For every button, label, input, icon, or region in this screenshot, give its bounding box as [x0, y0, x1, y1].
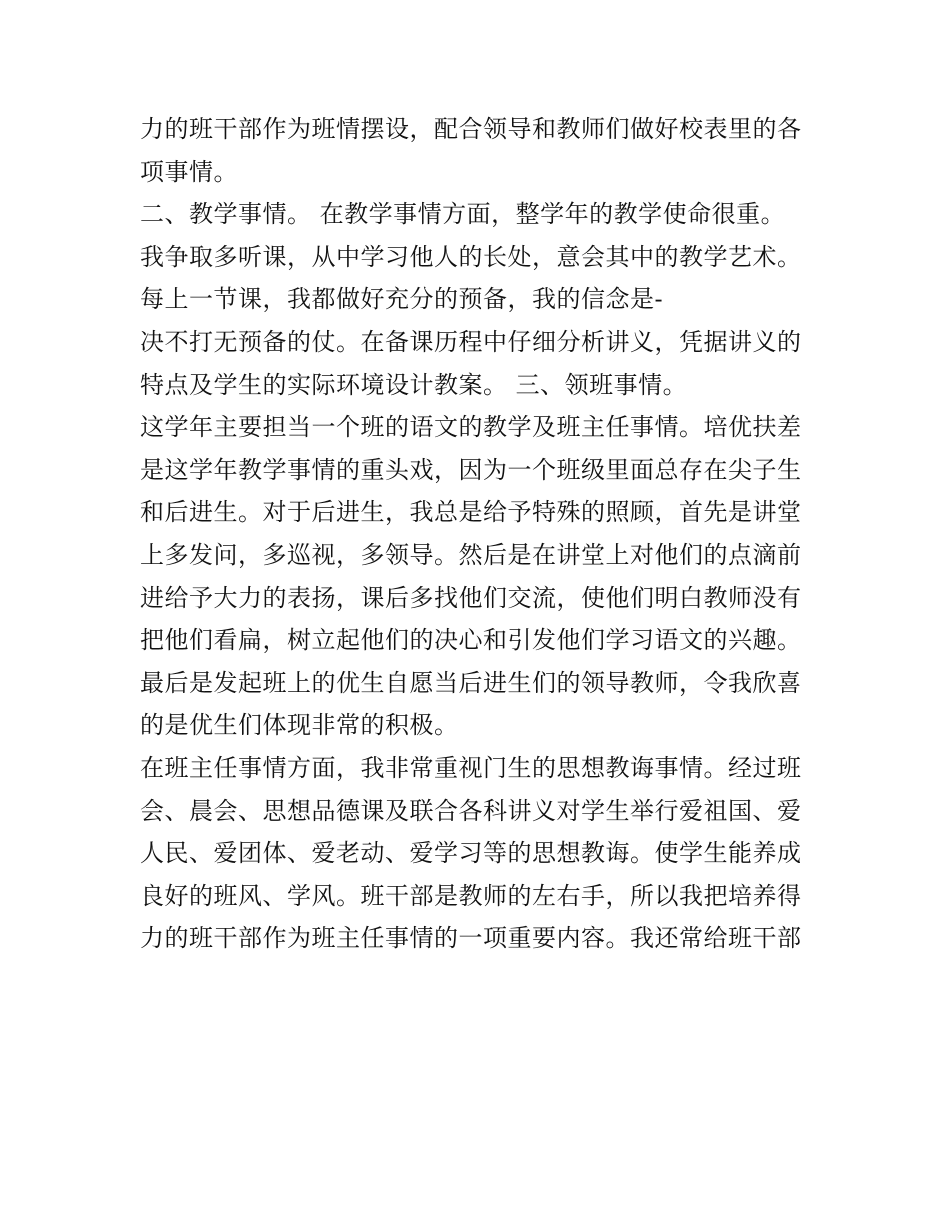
text-line-6: 决不打无预备的仗。在备课历程中仔细分析讲义，凭据讲义的: [140, 327, 802, 356]
text-line-1: 力的班干部作为班情摆设，配合领导和教师们做好校表里的各: [140, 115, 802, 143]
text-line-13: 把他们看扁，树立起他们的决心和引发他们学习语文的兴趣。: [140, 626, 802, 655]
text-line-10: 和后进生。对于后进生，我总是给予特殊的照顾，首先是讲堂: [140, 498, 802, 527]
text-line-4: 我争取多听课，从中学习他人的长处，意会其中的教学艺术。: [140, 242, 802, 271]
text-line-16: 在班主任事情方面，我非常重视门生的思想教诲事情。经过班: [140, 753, 802, 782]
text-line-15: 的是优生们体现非常的积极。: [140, 711, 459, 740]
text-line-11: 上多发问，多巡视，多领导。然后是在讲堂上对他们的点滴前: [140, 540, 802, 569]
text-line-7: 特点及学生的实际环境设计教案。 三、领班事情。: [140, 370, 688, 399]
text-line-2: 项事情。: [140, 157, 238, 186]
text-line-14: 最后是发起班上的优生自愿当后进生们的领导教师，令我欣喜: [140, 668, 802, 697]
text-line-8: 这学年主要担当一个班的语文的教学及班主任事情。培优扶差: [140, 413, 802, 442]
text-line-19: 良好的班风、学风。班干部是教师的左右手，所以我把培养得: [140, 881, 802, 910]
text-line-18: 人民、爱团体、爱老动、爱学习等的思想教诲。使学生能养成: [140, 839, 802, 868]
text-line-3: 二、教学事情。 在教学事情方面，整学年的教学使命很重。: [140, 200, 786, 229]
text-line-12: 进给予大力的表扬，课后多找他们交流，使他们明白教师没有: [140, 583, 802, 612]
text-line-17: 会、晨会、思想品德课及联合各科讲义对学生举行爱祖国、爱: [140, 796, 802, 825]
body-text: [140, 108, 820, 960]
text-line-20: 力的班干部作为班主任事情的一项重要内容。我还常给班干部: [140, 924, 802, 953]
text-line-5: 每上一节课，我都做好充分的预备，我的信念是-: [140, 285, 664, 314]
text-line-9: 是这学年教学事情的重头戏，因为一个班级里面总存在尖子生: [140, 455, 802, 484]
